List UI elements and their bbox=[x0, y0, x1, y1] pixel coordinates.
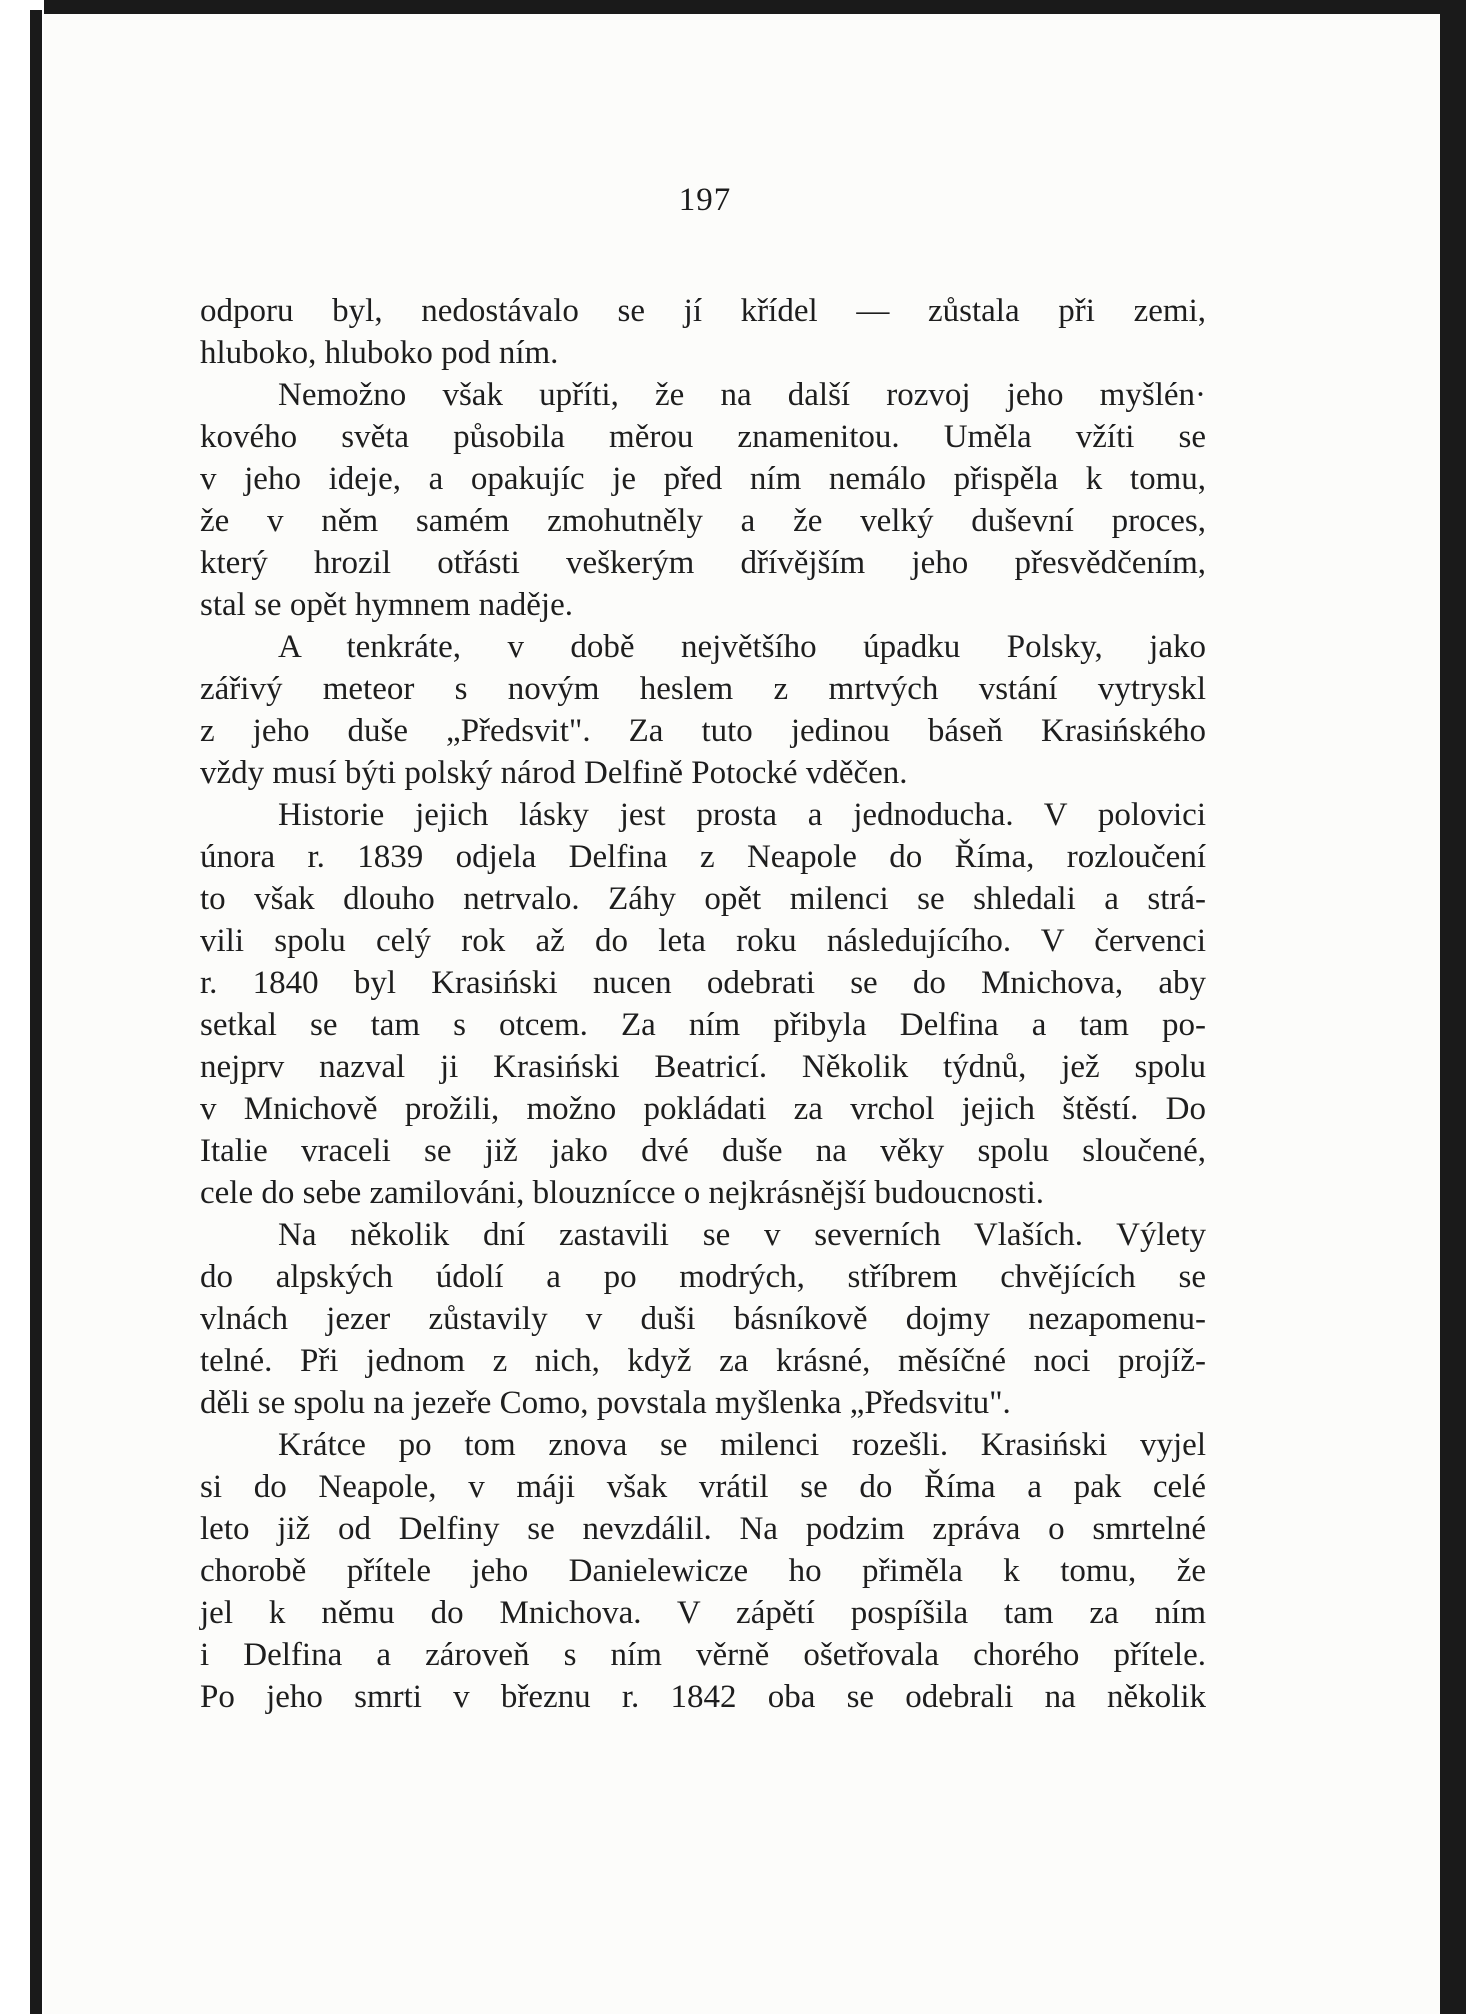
text-line: února r. 1839 odjela Delfina z Neapole do Říma, rozloučení bbox=[200, 839, 1206, 875]
text-line: r. 1840 byl Krasiński nucen odebrati se do Mnichova, aby bbox=[200, 965, 1206, 1001]
scan-border-top bbox=[0, 0, 1466, 14]
text-line: v jeho ideje, a opakujíc je před ním nemálo přispěla k tomu, bbox=[200, 461, 1206, 497]
scan-border-right bbox=[1440, 0, 1466, 2014]
text-line: do alpských údolí a po modrých, stříbrem chvějících se bbox=[200, 1259, 1206, 1295]
text-line: A tenkráte, v době největšího úpadku Polsky, jako bbox=[278, 629, 1206, 665]
text-line: chorobě přítele jeho Danielewicze ho přiměla k tomu, že bbox=[200, 1553, 1206, 1589]
text-line: leto již od Delfiny se nevzdálil. Na podzim zpráva o smrtelné bbox=[200, 1511, 1206, 1547]
text-line: Krátce po tom znova se milenci rozešli. Krasiński vyjel bbox=[278, 1427, 1206, 1463]
text-line: děli se spolu na jezeře Como, povstala myšlenka „Předsvitu". bbox=[200, 1385, 1011, 1421]
text-line: nejprv nazval ji Krasiński Beatricí. Několik týdnů, jež spolu bbox=[200, 1049, 1206, 1085]
text-line: v Mnichově prožili, možno pokládati za vrchol jejich štěstí. Do bbox=[200, 1091, 1206, 1127]
text-line: to však dlouho netrvalo. Záhy opět milenci se shledali a strá- bbox=[200, 881, 1206, 917]
text-line: Po jeho smrti v březnu r. 1842 oba se odebrali na několik bbox=[200, 1679, 1206, 1715]
body-text bbox=[200, 290, 1206, 1718]
text-line: Italie vraceli se již jako dvé duše na věky spolu sloučené, bbox=[200, 1133, 1206, 1169]
text-line: z jeho duše „Předsvit". Za tuto jedinou báseň Krasińského bbox=[200, 713, 1206, 749]
text-line: vždy musí býti polský národ Delfině Potocké vděčen. bbox=[200, 755, 908, 791]
text-line: že v něm samém zmohutněly a že velký duševní proces, bbox=[200, 503, 1206, 539]
text-line: si do Neapole, v máji však vrátil se do Říma a pak celé bbox=[200, 1469, 1206, 1505]
text-line: zářivý meteor s novým heslem z mrtvých vstání vytryskl bbox=[200, 671, 1206, 707]
page-number: 197 bbox=[678, 182, 732, 218]
text-line: telné. Při jednom z nich, když za krásné, měsíčné noci projíž- bbox=[200, 1343, 1206, 1379]
text-line: jel k němu do Mnichova. V zápětí pospíšila tam za ním bbox=[200, 1595, 1206, 1631]
text-line: hluboko, hluboko pod ním. bbox=[200, 335, 559, 371]
text-line: cele do sebe zamilováni, blouznícce o nejkrásnější budoucnosti. bbox=[200, 1175, 1044, 1211]
text-line: kového světa působila měrou znamenitou. Uměla vžíti se bbox=[200, 419, 1206, 455]
text-line: Historie jejich lásky jest prosta a jednoducha. V polovici bbox=[278, 797, 1206, 833]
text-line: i Delfina a zároveň s ním věrně ošetřovala chorého přítele. bbox=[200, 1637, 1206, 1673]
text-line: vlnách jezer zůstavily v duši básníkově dojmy nezapomenu- bbox=[200, 1301, 1206, 1337]
scan-border-left bbox=[30, 10, 42, 2014]
text-line: setkal se tam s otcem. Za ním přibyla Delfina a tam po- bbox=[200, 1007, 1206, 1043]
text-line: odporu byl, nedostávalo se jí křídel — zůstala při zemi, bbox=[200, 293, 1206, 329]
text-line: vili spolu celý rok až do leta roku následujícího. V červenci bbox=[200, 923, 1206, 959]
text-line: stal se opět hymnem naděje. bbox=[200, 587, 573, 623]
text-line: Na několik dní zastavili se v severních Vlaších. Výlety bbox=[278, 1217, 1206, 1253]
text-line: Nemožno však upříti, že na další rozvoj jeho myšlén· bbox=[278, 377, 1206, 413]
text-line: který hrozil otřásti veškerým dřívějším jeho přesvědčením, bbox=[200, 545, 1206, 581]
